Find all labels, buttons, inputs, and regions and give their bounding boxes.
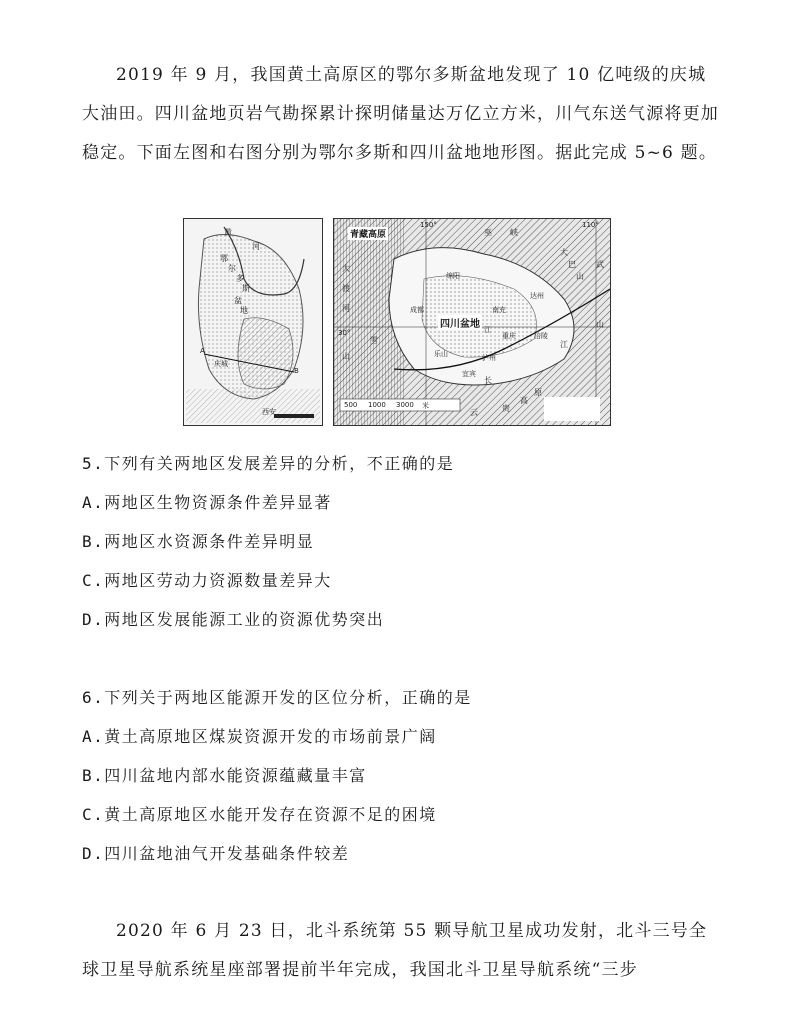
map-label-jiang: 江 (484, 326, 491, 334)
map-label-110: 110° (582, 221, 599, 229)
question-6-stem: 6.下列关于两地区能源开发的区位分析，正确的是 (82, 688, 472, 707)
map-label-ba: 巴 (568, 260, 576, 269)
map-label-xue: 雪 (370, 336, 378, 345)
map-label-xia: 峡 (510, 228, 518, 237)
map-label-yibin: 宜宾 (462, 370, 476, 378)
question-5-option-d: D.两地区发展能源工业的资源优势突出 (82, 610, 385, 629)
map-label-fuling: 涪陵 (534, 332, 548, 340)
map-label-qingzang: 青藏高原 (348, 227, 388, 240)
question-6-option-a: A.黄土高原地区煤炭资源开发的市场前景广阔 (82, 727, 437, 746)
map-label-da2: 大 (342, 264, 350, 273)
map-label-sichuan-pendi: 四川盆地 (438, 315, 482, 330)
intro-paragraph-2: 2020 年 6 月 23 日，北斗系统第 55 颗导航卫星成功发射，北斗三号全球卫星导航系统星座部署提前半年完成，我国北斗卫星导航系统“三步 (82, 921, 708, 980)
map-label-mianyang: 绵阳 (446, 272, 460, 280)
map-label-qingcheng: 庆城 (214, 360, 228, 368)
map-label-chengdu: 成都 (410, 306, 424, 314)
map-label-duo: 多 (236, 274, 244, 283)
legend-1000: 1000 (368, 401, 386, 409)
legend-500: 500 (344, 401, 358, 409)
figure-pair (183, 218, 609, 424)
map-label-wu2: 武 (596, 260, 604, 269)
map-label-e: 鄂 (220, 254, 228, 263)
map-label-luzhou: 泸州 (482, 354, 496, 362)
map-label-chongqing: 重庆 (502, 332, 516, 340)
map-label-gao: 高 (520, 396, 528, 405)
question-5-option-b: B.两地区水资源条件差异明显 (82, 532, 315, 551)
question-5-option-c: C.两地区劳动力资源数量差异大 (82, 571, 332, 590)
map-label-150: 150° (420, 221, 437, 229)
question-5-option-a: A.两地区生物资源条件差异显著 (82, 493, 332, 512)
question-5-stem: 5.下列有关两地区发展差异的分析，不正确的是 (82, 454, 455, 473)
map-label-leshan: 乐山 (434, 350, 448, 358)
map-label-he2: 河 (342, 304, 350, 313)
map-label-shan2: 山 (342, 352, 350, 361)
map-label-er: 尔 (228, 264, 236, 273)
map-label-b: B (294, 367, 299, 375)
map-label-yuan: 原 (534, 388, 542, 397)
map-label-30: 30° (338, 329, 351, 337)
map-label-dazhou: 达州 (530, 292, 544, 300)
question-6-option-c: C.黄土高原地区水能开发存在资源不足的困境 (82, 805, 437, 824)
ordos-basin-map (183, 218, 323, 426)
map-label-a: A (200, 347, 205, 355)
map-label-chang: 长 (484, 376, 492, 385)
map-label-xian: 西安 (262, 408, 276, 416)
map-label-jiang2: 江 (560, 340, 568, 349)
map-label-di: 地 (240, 306, 248, 315)
map-label-shan: 山 (576, 272, 584, 281)
map-label-si: 斯 (242, 284, 250, 293)
map-label-pen: 盆 (234, 296, 242, 305)
intro-paragraph-1: 2019 年 9 月，我国黄土高原区的鄂尔多斯盆地发现了 10 亿吨级的庆城大油田。四川盆地页岩气勘探累计探明储量达万亿立方米，川气东送气源将更加稳定。下面左图和右图分别为鄂尔多斯和四川盆地地形图。据此完成 5~6 题。 (82, 65, 719, 163)
map-label-wu: 巫 (484, 228, 492, 237)
map-label-he: 河 (252, 242, 260, 251)
map-label-shan3: 山 (596, 320, 604, 329)
map-label-du: 渡 (342, 284, 350, 293)
map-label-yun: 云 (470, 408, 478, 417)
map-label-gui: 贵 (502, 404, 510, 413)
map-label-nanchong: 南充 (492, 306, 506, 314)
legend-unit: 米 (422, 402, 429, 410)
map-label-da: 大 (560, 248, 568, 257)
question-6-option-b: B.四川盆地内部水能资源蕴藏量丰富 (82, 766, 367, 785)
sichuan-basin-map (333, 218, 611, 426)
map-label-huang: 黄 (224, 228, 232, 237)
question-6-option-d: D.四川盆地油气开发基础条件较差 (82, 844, 350, 863)
legend-3000: 3000 (396, 401, 414, 409)
